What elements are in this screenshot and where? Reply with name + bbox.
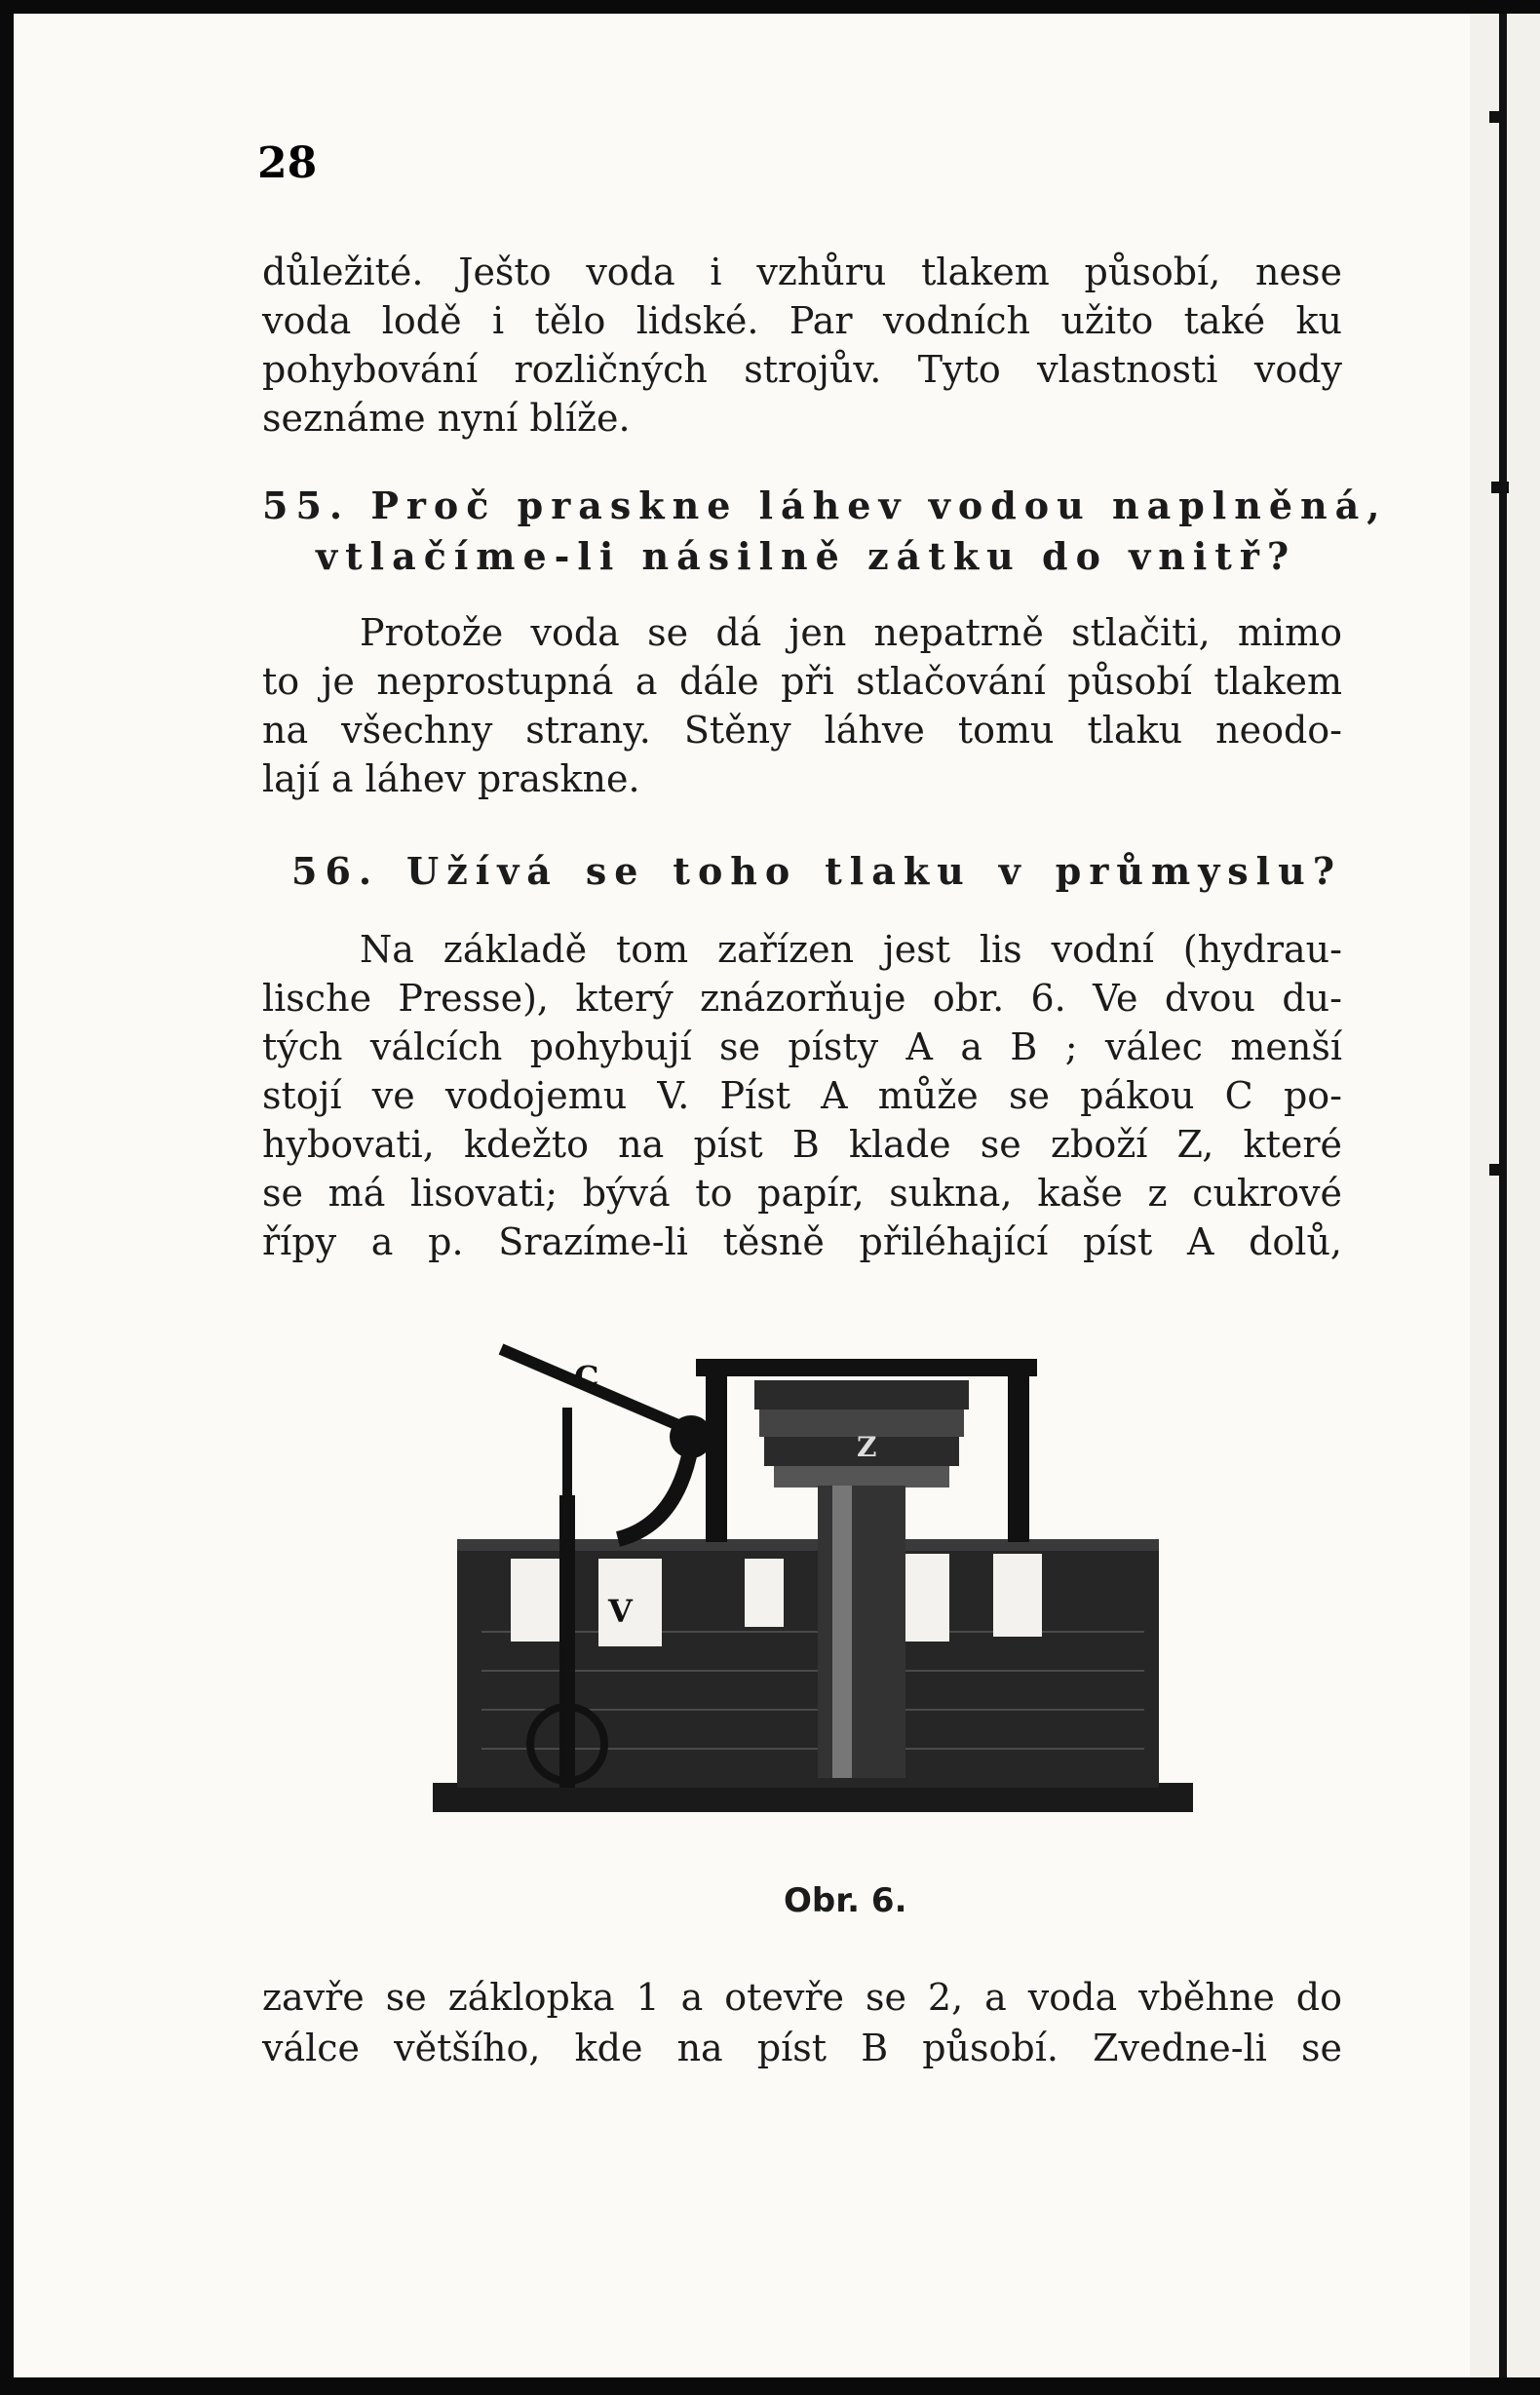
edge-mark [1491,482,1509,493]
paragraph-2-line: na všechny strany. Stěny láhve tomu tlaku neodo- [262,709,1342,752]
paragraph-4-line: zavře se záklopka 1 a otevře se 2, a voda vběhne do [262,1976,1342,2019]
page-edge [1470,14,1540,2377]
label-v: V [608,1593,633,1630]
paragraph-2-line: Protože voda se dá jen nepatrně stlačiti, mimo [360,611,1342,654]
paragraph-2-line: lají a láhev praskne. [262,757,640,800]
paragraph-3-line: se má lisovati; bývá to papír, sukna, kaše z cukrové [262,1172,1342,1215]
page-number: 28 [257,138,318,188]
paragraph-3-line: řípy a p. Srazíme-li těsně přiléhající píst A dolů, [262,1220,1342,1263]
paragraph-1-line: důležité. Ješto voda i vzhůru tlakem působí, nese [262,251,1342,293]
paragraph-3-line: tých válcích pohybují se písty A a B ; válec menší [262,1025,1342,1068]
question-55-line: vtlačíme-li násilně zátku do vnitř? [316,534,1297,578]
paragraph-3-line: Na základě tom zařízen jest lis vodní (hydrau- [360,928,1342,971]
label-c: C [574,1359,599,1396]
label-z: Z [857,1431,877,1463]
book-page [14,14,1483,2377]
paragraph-3-line: hybovati, kdežto na píst B klade se zboží Z, které [262,1123,1342,1166]
paragraph-1-line: seznáme nyní blíže. [262,397,631,440]
binding-shadow [1499,14,1507,2377]
edge-mark [1489,111,1507,123]
paragraph-3-line: stojí ve vodojemu V. Píst A může se pákou C po- [262,1074,1342,1117]
paragraph-2-line: to je neprostupná a dále při stlačování působí tlakem [262,660,1342,703]
paragraph-1-line: pohybování rozličných strojův. Tyto vlastnosti vody [262,348,1342,391]
figure-caption: Obr. 6. [784,1881,907,1920]
edge-mark [1489,1164,1507,1176]
question-56: 56. Užívá se toho tlaku v průmyslu? [291,849,1342,893]
paragraph-3-line: lische Presse), který znázorňuje obr. 6. Ve dvou du- [262,977,1342,1020]
paragraph-1-line: voda lodě i tělo lidské. Par vodních užito také ku [262,299,1342,342]
hydraulic-press-illustration [423,1339,1203,1846]
question-55-line: 55. Proč praskne láhev vodou naplněná, [262,483,1388,527]
paragraph-4-line: válce většího, kde na píst B působí. Zvedne-li se [262,2027,1342,2069]
